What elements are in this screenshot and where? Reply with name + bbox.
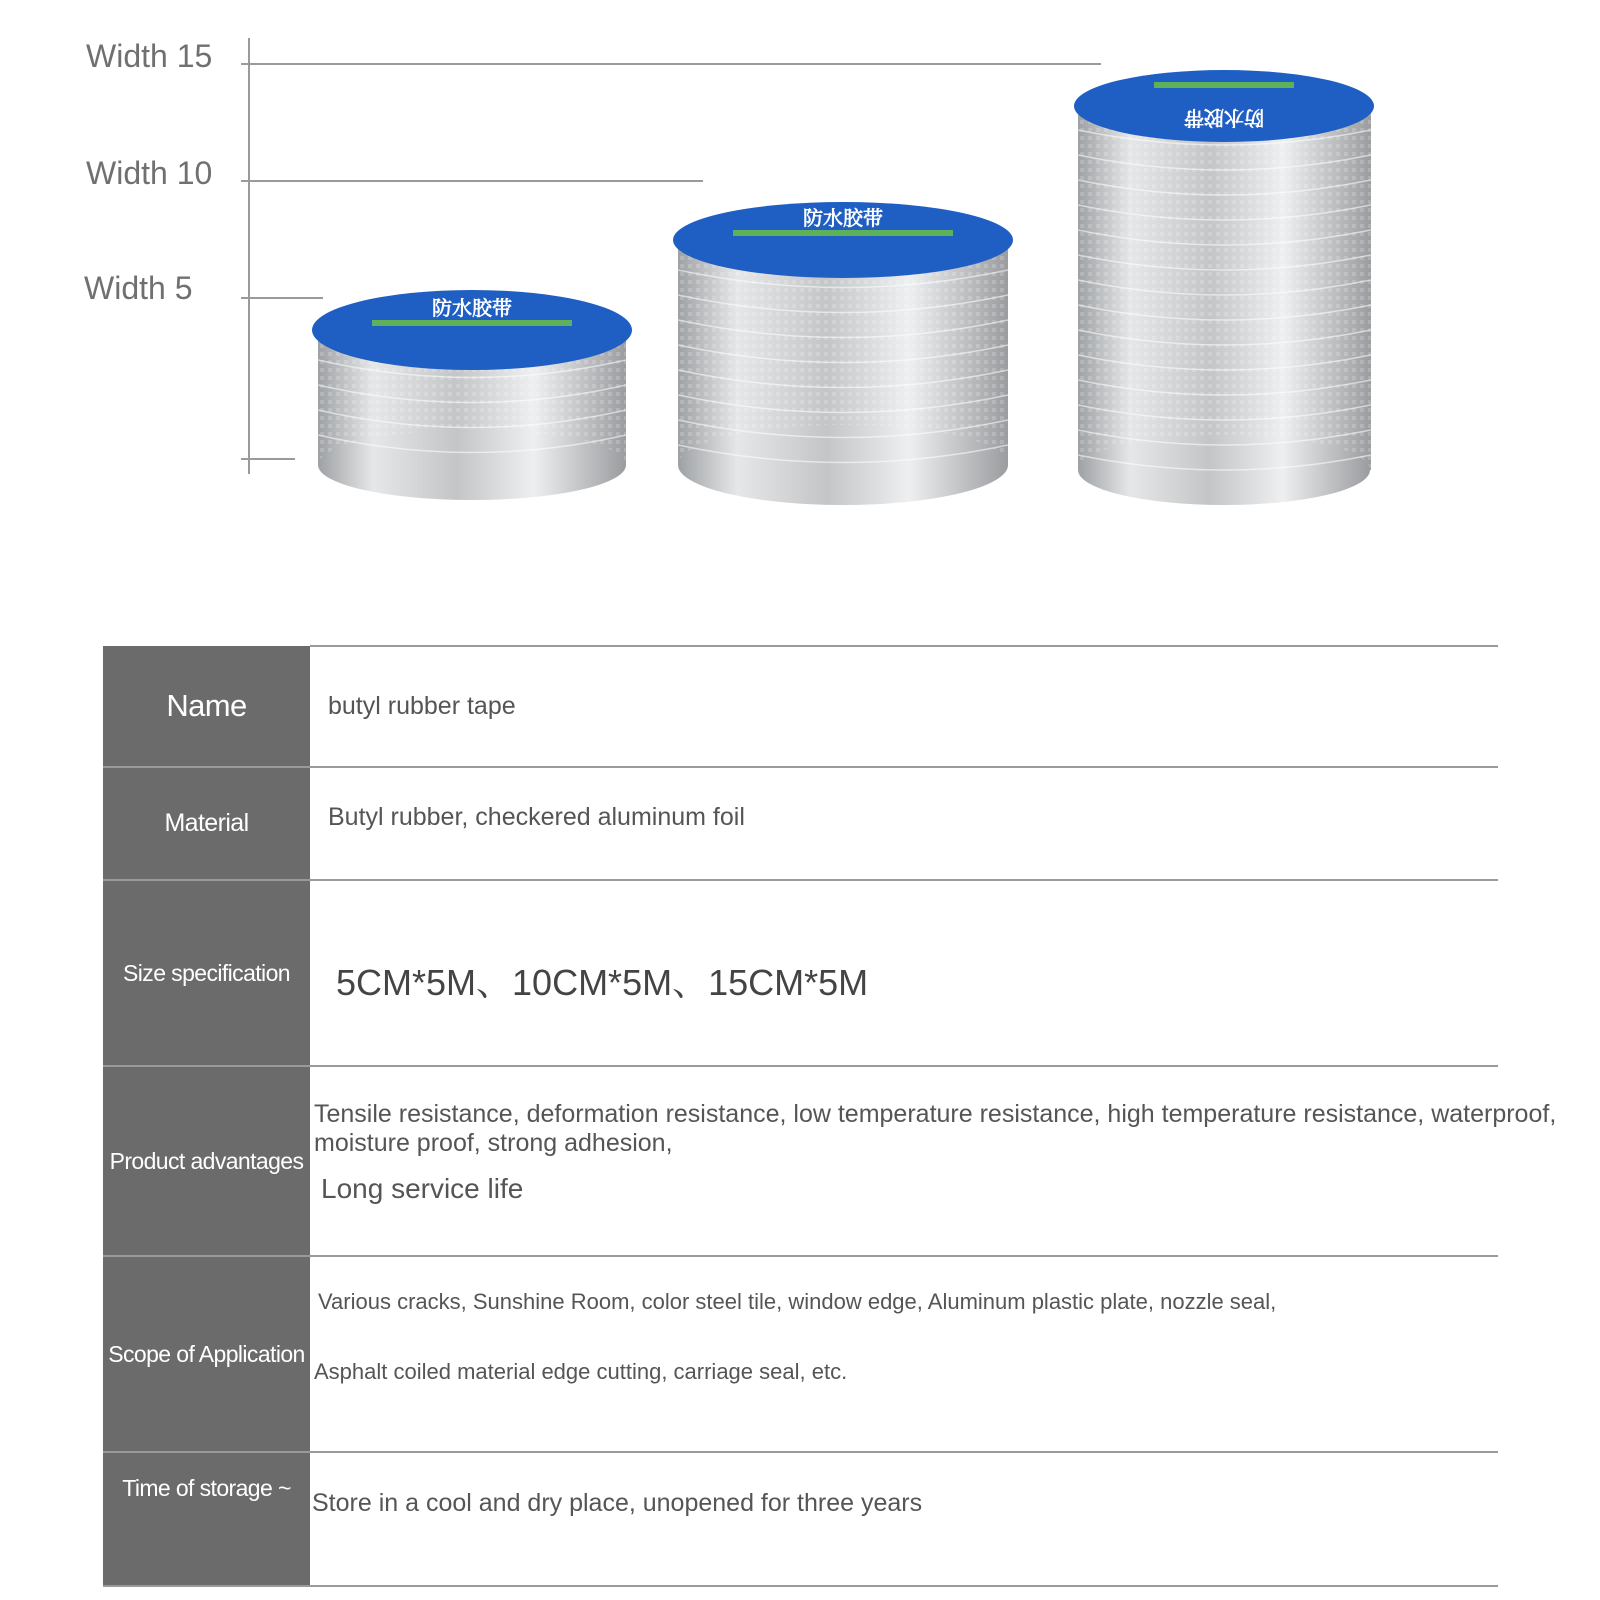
- scale-label-5: Width 5: [84, 270, 193, 306]
- row-value-scope-of-application: Various cracks, Sunshine Room, color steel tile, window edge, Aluminum plastic plate, nozzle seal,: [318, 1289, 1277, 1314]
- row-value-time-of-storage: Store in a cool and dry place, unopened for three years: [312, 1489, 923, 1517]
- row-divider: [103, 1255, 1498, 1257]
- row-label-size-specification: Size specification: [123, 959, 290, 986]
- row-divider: [103, 1451, 1498, 1453]
- row-divider: [103, 1585, 1498, 1587]
- row-label-material: Material: [164, 809, 249, 837]
- row-value-product-advantages: Tensile resistance, deformation resistance, low temperature resistance, high temperature resistance, waterproof, moisture proof, strong adhesion,: [314, 1100, 1557, 1157]
- row-divider: [103, 1065, 1498, 1067]
- row-label-name: Name: [166, 688, 247, 723]
- row-divider: [103, 766, 1498, 768]
- scale-label-15: Width 15: [86, 38, 213, 74]
- row-value-material: Butyl rubber, checkered aluminum foil: [328, 803, 745, 831]
- row-value-size-specification: 5CM*5M、10CM*5M、15CM*5M: [336, 962, 869, 1003]
- row-label-scope-of-application: Scope of Application: [108, 1340, 305, 1367]
- row-divider: [103, 879, 1498, 881]
- roll-label-small: 防水胶带: [432, 296, 512, 320]
- row-value-name: butyl rubber tape: [328, 692, 516, 720]
- roll-label-medium: 防水胶带: [803, 206, 883, 230]
- roll-label-large: 防水胶带: [1184, 106, 1264, 130]
- row-label-product-advantages: Product advantages: [109, 1147, 304, 1174]
- scale-label-10: Width 10: [86, 155, 213, 191]
- row-value-scope-of-application-2: Asphalt coiled material edge cutting, carriage seal, etc.: [314, 1359, 848, 1384]
- row-divider: [310, 645, 1498, 647]
- row-label-time-of-storage: Time of storage ~: [122, 1475, 291, 1501]
- row-value-product-advantages-2: Long service life: [321, 1173, 524, 1204]
